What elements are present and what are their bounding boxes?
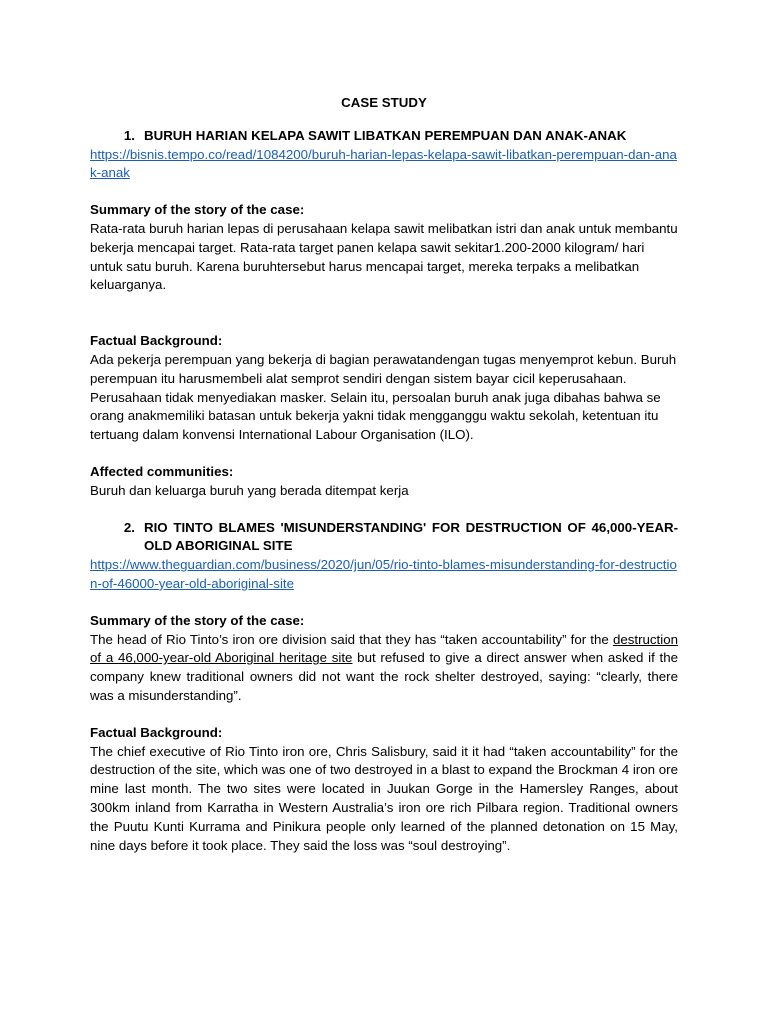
case-2-summary-text-end: but refused to give a direct answer when asked if the company knew traditional owners did not want the rock shelter destroyed, saying: “clearly, there was a misunderstanding”. [90,650,678,703]
document-title: CASE STUDY [341,95,427,110]
case-2-factual-label: Factual Background: [90,724,223,740]
case-1-summary-label: Summary of the story of the case: [90,202,305,218]
case-1-affected-label: Affected communities: [90,463,234,479]
case-2-factual-text: The chief executive of Rio Tinto iron ore, Chris Salisbury, said it it had “taken accountability” for the destruction of the site, which was one of two destroyed in a blast to expand the Brockman 4 iron ore mine last month. The two sites were located in Juukan Gorge in the Hamersley Ranges, about 300km inland from Karratha in Western Australia’s iron ore rich Pilbara region. Traditional owners the Puutu Kunti Kurrama and Pinikura people only learned of the planned detonation on 15 May, nine days before it took place. They said the loss was “soul destroying”. [90,743,678,853]
case-2-heading [90,519,678,557]
case-2-summary-text-start: The head of Rio Tinto’s iron ore division said that they has “taken accountability” for the [90,631,613,647]
case-1-heading [90,127,678,146]
case-2-number: 2. [123,519,135,535]
case-1-summary-text: Rata-rata buruh harian lepas di perusahaan kelapa sawit melibatkan istri dan anak untuk membantu bekerja mencapai target. Rata-rata target panen kelapa sawit sekitar1.200-2000 kilogram/ hari untuk satu buruh. Karena buruhtersebut harus mencapai target, mereka terpaks a melibatkan keluarganya. [90,220,678,293]
document-page [90,94,678,855]
case-2-title: RIO TINTO BLAMES 'MISUNDERSTANDING' FOR DESTRUCTION OF 46,000-YEAR-OLD ABORIGINAL SITE [144,519,678,554]
case-2-summary-label: Summary of the story of the case: [90,612,305,628]
case-2-link[interactable]: https://www.theguardian.com/business/2020/jun/05/rio-tinto-blames-misunderstanding-for-destruction-of-46000-year-old-aboriginal-site [90,557,677,591]
case-1-factual-paragraph-1: Ada pekerja perempuan yang bekerja di bagian perawatandengan tugas menyemprot kebun. Buruh perempuan itu harusmembeli alat semprot sendiri dengan sistem bayar cicil keperusahaan. [90,351,677,386]
case-1-title: BURUH HARIAN KELAPA SAWIT LIBATKAN PEREMPUAN DAN ANAK-ANAK [144,127,627,143]
case-1-factual-paragraph-2: Perusahaan tidak menyediakan masker. Selain itu, persoalan buruh anak juga dibahas bahwa se orang anakmemiliki batasan untuk bekerja yakni tidak mengganggu waktu sekolah, ketentuan itu tertuang dalam konvensi International Labour Organisation (ILO). [90,389,661,443]
case-2-summary-underlined-link[interactable]: destruction of a 46,000-year-old Aboriginal heritage site [90,631,678,666]
case-1-number: 1. [123,127,135,143]
case-2-summary-text [90,631,678,706]
case-1-factual-label: Factual Background: [90,333,223,349]
case-1-link[interactable]: https://bisnis.tempo.co/read/1084200/buruh-harian-lepas-kelapa-sawit-libatkan-perempuan-dan-anak-anak [90,146,677,181]
case-1-affected-text: Buruh dan keluarga buruh yang berada ditempat kerja [90,482,409,498]
